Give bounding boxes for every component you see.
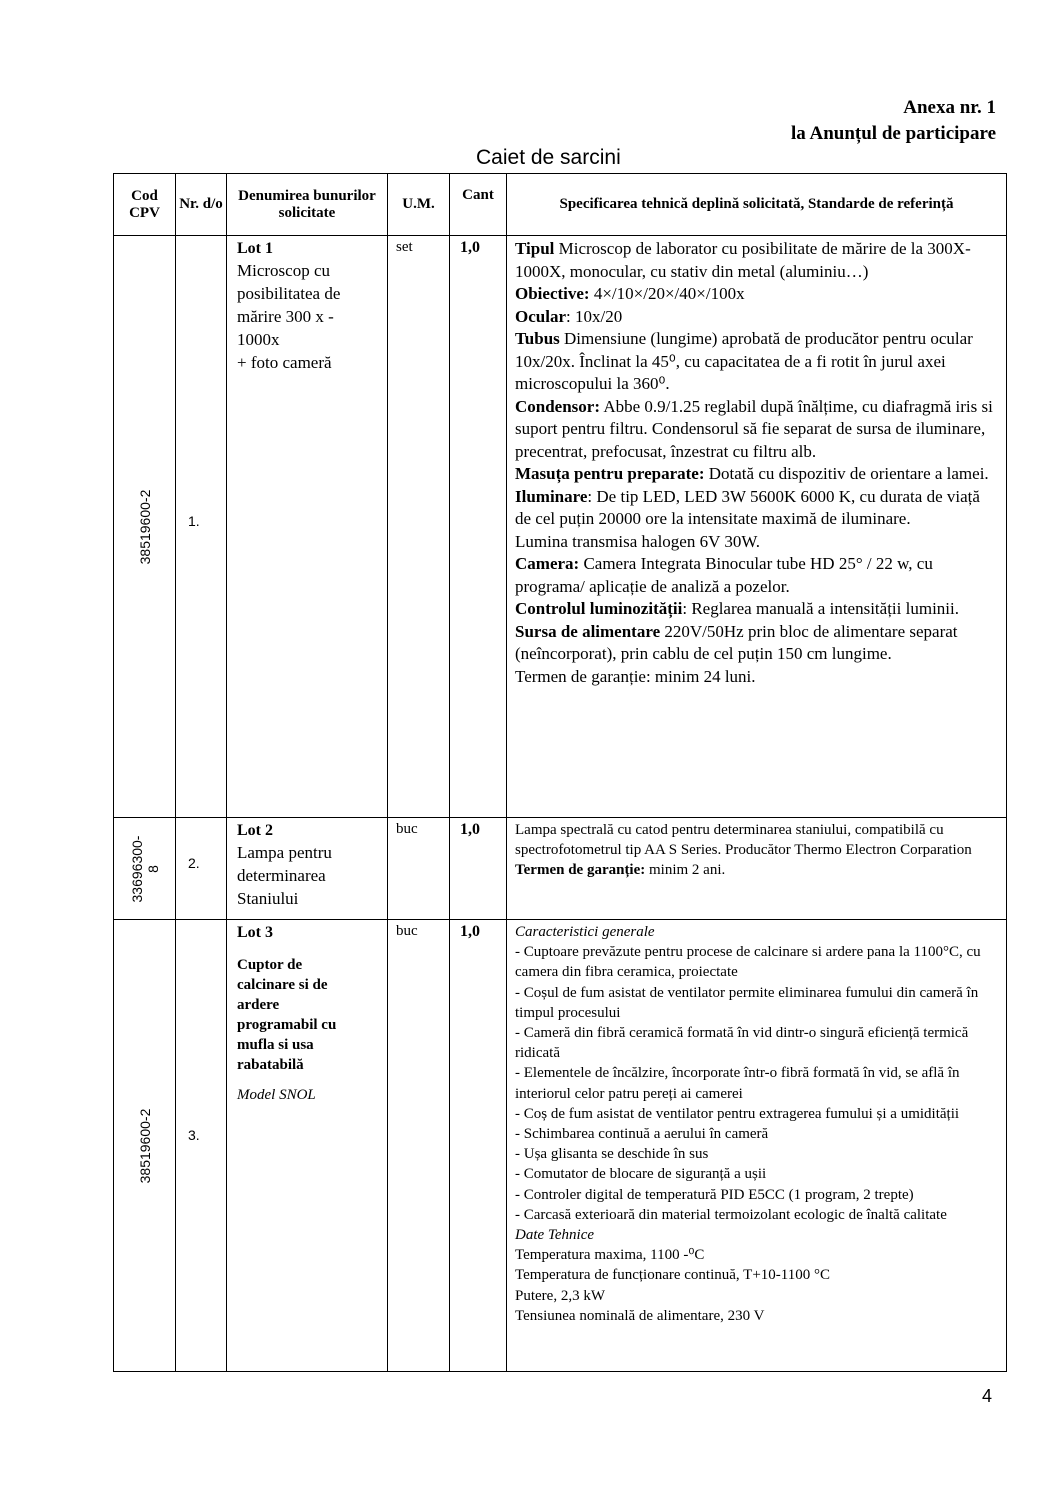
nr-cell	[176, 920, 227, 1372]
spec-item: Tubus Dimensiune (lungime) aprobată de producător pentru ocular 10x/20x. Înclinat la 45⁰, cu capacitatea de a fi rotit în jurul axei microscopului la 360⁰.	[515, 329, 973, 393]
spec-item: Obiective: 4×/10×/20×/40×/100x	[515, 284, 745, 303]
spec-item: - Cuptoare prevăzute pentru procese de calcinare si ardere pana la 1100°C, cu camera din fibra ceramica, proiectate	[515, 944, 981, 981]
um-cell: buc	[388, 920, 450, 1372]
cpv-code: 33696300- 8	[128, 835, 161, 902]
product-name-line: calcinare si de	[237, 977, 328, 993]
row-number: 1.	[188, 513, 200, 529]
product-name	[237, 841, 383, 910]
spec-item: Camera: Camera Integrata Binocular tube HD 25° / 22 w, cu programa/ aplicație de analiză a pozelor.	[515, 554, 933, 596]
spec-item: Lumina transmisa halogen 6V 30W.	[515, 531, 761, 551]
nr-cell	[176, 236, 227, 818]
product-name-line: Lampa pentru	[237, 843, 332, 862]
spec-item: Ocular: 10x/20	[515, 306, 623, 326]
spec-tech-item: Putere, 2,3 kW	[515, 1287, 605, 1304]
product-name-line: mufla si usa	[237, 1037, 314, 1053]
row-number: 3.	[188, 1127, 200, 1143]
denumire-cell	[227, 818, 388, 920]
product-name-line: + foto cameră	[237, 353, 332, 372]
cpv-cell	[114, 818, 176, 920]
product-name	[237, 259, 383, 374]
spec-item: Sursa de alimentare 220V/50Hz prin bloc de alimentare separat (neîncorporat), prin cablu de cel puțin 150 cm lungime.	[515, 621, 958, 663]
page-number: 4	[982, 1386, 993, 1406]
specification-table	[113, 173, 1007, 1372]
header-cant: Cant	[450, 174, 507, 236]
spec-item: - Elementele de încălzire, încorporate într-o fibră formată în vid, se află în interiorul celor patru pereți ai camerei	[515, 1065, 960, 1102]
table-row	[114, 818, 1007, 920]
spec-item: Tipul Microscop de laborator cu posibilitate de mărire de la 300X-1000X, monocular, cu stativ din metal (aluminiu…)	[515, 239, 971, 281]
product-name-line: Cuptor de	[237, 957, 303, 973]
product-name-line: determinarea	[237, 866, 326, 885]
product-name-line: programabil cu	[237, 1017, 337, 1033]
nr-cell	[176, 818, 227, 920]
spec-cell	[507, 818, 1007, 920]
spec-text: Lampa spectrală cu catod pentru determinarea staniului, compatibilă cu spectrofotometrul tip AA S Series. Producător Thermo Electron Corparation	[515, 822, 972, 858]
header-cpv: Cod CPV	[114, 174, 176, 236]
spec-cell	[507, 236, 1007, 818]
spec-item: - Coș de fum asistat de ventilator pentru extragerea fumului și a umidității	[515, 1105, 960, 1122]
table-row	[114, 920, 1007, 1372]
denumire-cell	[227, 920, 388, 1372]
product-name-line: posibilitatea de	[237, 284, 341, 303]
product-name-line: mărire 300 x -	[237, 307, 334, 326]
header-spec: Specificarea tehnică deplină solicitată, Standarde de referință	[507, 174, 1007, 236]
cpv-code: 38519600-2	[136, 1108, 153, 1183]
product-name	[237, 955, 383, 1075]
spec-item: - Carcasă exterioară din material termoizolant ecologic de înaltă calitate	[515, 1206, 947, 1223]
spec-warranty: Termen de garanție: minim 2 ani.	[515, 862, 726, 878]
product-name-line: Staniului	[237, 889, 299, 908]
cpv-cell	[114, 236, 176, 818]
um-cell: buc	[388, 818, 450, 920]
lot-label: Lot 3	[237, 924, 273, 941]
header-um: U.M.	[388, 174, 450, 236]
spec-heading: Caracteristici generale	[515, 924, 655, 940]
header-denumire: Denumirea bunurilor solicitate	[227, 174, 388, 236]
cant-cell: 1,0	[450, 818, 507, 920]
cpv-cell	[114, 920, 176, 1372]
header-nr: Nr. d/o	[176, 174, 227, 236]
product-model: Model SNOL	[237, 1087, 316, 1103]
product-name-line: Microscop cu	[237, 261, 331, 280]
lot-label: Lot 1	[237, 240, 273, 257]
spec-item: - Cameră din fibră ceramică formată în vid dintr-o singură eficiență termică ridicată	[515, 1025, 969, 1062]
spec-item: Controlul luminozității: Reglarea manuală a intensității luminii.	[515, 599, 959, 618]
cant-cell: 1,0	[450, 920, 507, 1372]
spec-item: Condensor: Abbe 0.9/1.25 reglabil după înălțime, cu diafragmă iris si suport pentru filtru. Condensorul să fie separat de sursa de iluminare, precentrat, prefocusat, înzestrat cu filtru alb.	[515, 396, 993, 461]
spec-tech-item: Tensiunea nominală de alimentare, 230 V	[515, 1307, 765, 1324]
annex-subtitle: la Anunțul de participare	[791, 123, 996, 144]
spec-item: - Ușa glisanta se deschide în sus	[515, 1146, 709, 1163]
document-title: Caiet de sarcini	[476, 146, 621, 169]
spec-item: Iluminare: De tip LED, LED 3W 5600K 6000 K, cu durata de viață de cel puțin 20000 ore la intensitate maximă de iluminare.	[515, 486, 980, 528]
product-name-line: 1000x	[237, 330, 280, 349]
product-name-line: ardere	[237, 997, 280, 1013]
denumire-cell	[227, 236, 388, 818]
spec-item: - Schimbarea continuă a aerului în cameră	[515, 1126, 769, 1143]
row-number: 2.	[188, 855, 200, 871]
table-row	[114, 236, 1007, 818]
cpv-code: 38519600-2	[136, 489, 153, 564]
product-name-line: rabatabilă	[237, 1057, 304, 1073]
spec-item: Masuța pentru preparate: Dotată cu dispozitiv de orientare a lamei.	[515, 464, 989, 483]
um-cell: set	[388, 236, 450, 818]
spec-heading: Date Tehnice	[515, 1227, 595, 1244]
spec-tech-item: Temperatura de funcționare continuă, T+10-1100 °C	[515, 1267, 830, 1284]
spec-item: - Coșul de fum asistat de ventilator permite eliminarea fumului din cameră în timpul procesului	[515, 984, 979, 1021]
spec-tech-item: Temperatura maxima, 1100 -⁰C	[515, 1247, 705, 1264]
lot-label: Lot 2	[237, 822, 273, 839]
spec-item: - Controler digital de temperatură PID E5CC (1 program, 2 trepte)	[515, 1186, 914, 1203]
cant-cell: 1,0	[450, 236, 507, 818]
spec-item: Termen de garanție: minim 24 luni.	[515, 666, 756, 686]
annex-number: Anexa nr. 1	[903, 97, 996, 118]
spec-cell	[507, 920, 1007, 1372]
table-header-row	[114, 174, 1007, 236]
spec-item: - Comutator de blocare de siguranță a ușii	[515, 1166, 767, 1183]
